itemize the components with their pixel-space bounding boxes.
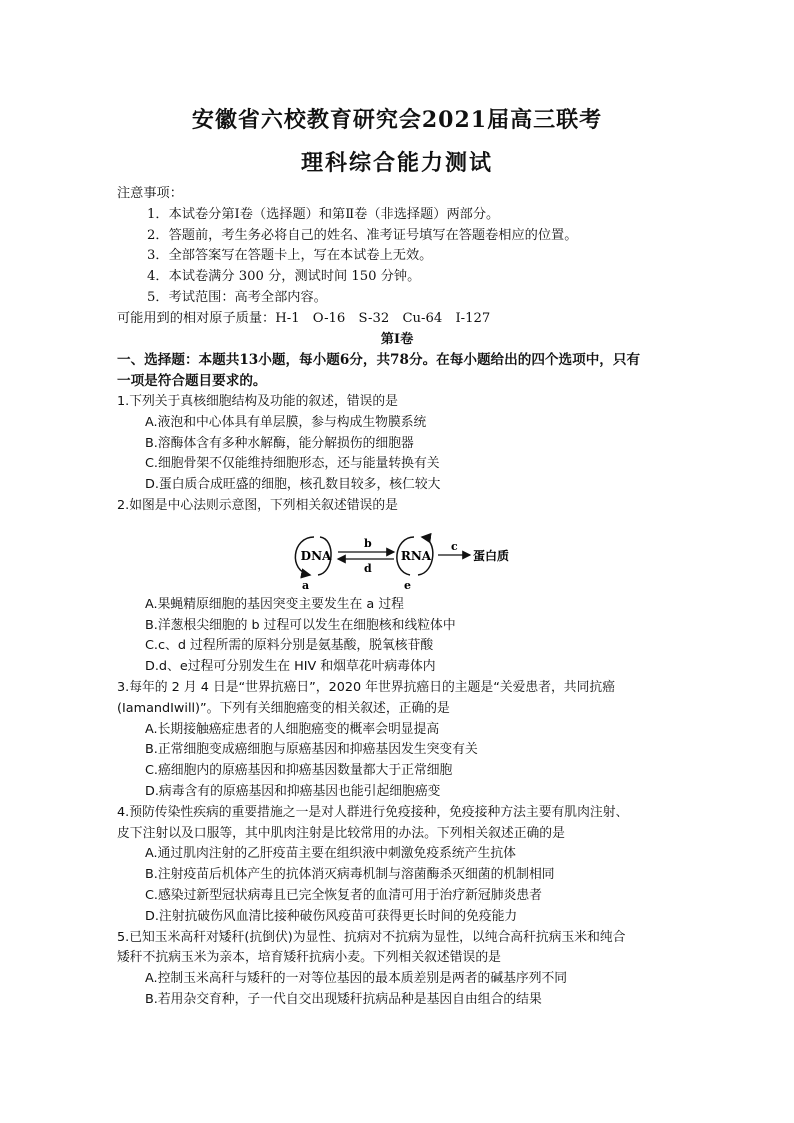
option-a: A.长期接触癌症患者的人细胞癌变的概率会明显提高 [145, 721, 440, 737]
option-d: D.病毒含有的原癌基因和抑癌基因也能引起细胞癌变 [145, 783, 441, 799]
label-protein: 蛋白质 [473, 548, 510, 563]
question-stem-line-2: 皮下注射以及口服等，其中肌肉注射是比较常用的办法。下列相关叙述正确的是 [117, 825, 565, 841]
option-c: C.癌细胞内的原癌基因和抑癌基因数量都大于正常细胞 [145, 763, 453, 779]
notice-item-3: 3．全部答案写在答题卡上，写在本试卷上无效。 [147, 248, 433, 264]
option-b: B.溶酶体含有多种水解酶，能分解损伤的细胞器 [145, 435, 414, 451]
option-c: C.细胞骨架不仅能维持细胞形态，还与能量转换有关 [145, 456, 440, 472]
question-3 [117, 678, 677, 803]
section-instruction-1: 一、选择题：本题共13小题，每小题6分，共78分。在每小题给出的四个选项中，只有 [117, 352, 641, 369]
option-b: B.洋葱根尖细胞的 b 过程可以发生在细胞核和线粒体中 [145, 617, 456, 633]
option-d: D.蛋白质合成旺盛的细胞，核孔数目较多，核仁较大 [145, 477, 441, 493]
notice-item-4: 4．本试卷满分 300 分，测试时间 150 分钟。 [147, 269, 421, 285]
option-d: D.d、e过程可分别发生在 HIV 和烟草花叶病毒体内 [145, 659, 436, 675]
question-stem-line-2: (IamandIwill)”。下列有关细胞癌变的相关叙述，正确的是 [117, 700, 450, 716]
question-stem-line-2: 矮秆不抗病玉米为亲本，培育矮秆抗病小麦。下列相关叙述错误的是 [117, 950, 501, 966]
notice-heading: 注意事项： [117, 186, 183, 201]
question-4 [117, 803, 677, 928]
label-a: a [302, 578, 310, 592]
exam-title: 安徽省六校教育研究会2021届高三联考 [191, 107, 603, 133]
question-5 [117, 928, 677, 1011]
question-stem: 2.如图是中心法则示意图，下列相关叙述错误的是 [117, 497, 398, 513]
option-b: B.若用杂交育种，子一代自交出现矮秆抗病品种是基因自由组合的结果 [145, 991, 542, 1007]
atomic-mass-line: 可能用到的相对原子质量：H-1 O-16 S-32 Cu-64 I-127 [117, 310, 491, 326]
option-a: A.通过肌肉注射的乙肝疫苗主要在组织液中刺激免疫系统产生抗体 [145, 846, 516, 862]
label-c: c [451, 539, 458, 553]
section-instruction-2: 一项是符合题目要求的。 [117, 373, 267, 390]
notice-item-1: 1．本试卷分第Ⅰ卷（选择题）和第Ⅱ卷（非选择题）两部分。 [147, 206, 500, 222]
exam-subtitle: 理科综合能力测试 [300, 150, 493, 176]
label-b: b [364, 536, 372, 550]
option-b: B.注射疫苗后机体产生的抗体消灭病毒机制与溶菌酶杀灭细菌的机制相同 [145, 867, 555, 883]
question-stem-line-1: 4.预防传染性疾病的重要措施之一是对人群进行免疫接种，免疫接种方法主要有肌肉注射、 [117, 804, 629, 820]
option-c: C.感染过新型冠状病毒且已完全恢复者的血清可用于治疗新冠肺炎患者 [145, 887, 542, 903]
question-2 [117, 496, 677, 678]
option-a: A.控制玉米高秆与矮秆的一对等位基因的最本质差别是两者的碱基序列不同 [145, 971, 568, 987]
exam-body [117, 184, 677, 1011]
label-d: d [364, 561, 372, 575]
label-dna: DNA [300, 548, 332, 563]
option-b: B.正常细胞变成癌细胞与原癌基因和抑癌基因发生突变有关 [145, 742, 478, 758]
question-1 [117, 392, 677, 496]
option-d: D.注射抗破伤风血清比接种破伤风疫苗可获得更长时间的免疫能力 [145, 908, 518, 924]
option-c: C.c、d 过程所需的原料分别是氨基酸，脱氧核苷酸 [145, 638, 434, 654]
central-dogma-diagram [117, 517, 677, 595]
label-rna: RNA [400, 548, 432, 563]
section-label: 第Ⅰ卷 [380, 331, 414, 347]
question-stem-line-1: 3.每年的 2 月 4 日是“世界抗癌日”，2020 年世界抗癌日的主题是“关爱患者，共同抗癌 [117, 679, 615, 695]
question-stem: 1.下列关于真核细胞结构及功能的叙述，错误的是 [117, 393, 398, 409]
label-e: e [404, 578, 411, 592]
notice-item-5: 5．考试范围：高考全部内容。 [147, 289, 327, 305]
option-a: A.果蝇精原细胞的基因突变主要发生在 a 过程 [145, 596, 404, 612]
question-stem-line-1: 5.已知玉米高秆对矮秆(抗倒伏)为显性、抗病对不抗病为显性，以纯合高秆抗病玉米和纯合 [117, 929, 626, 945]
option-a: A.液泡和中心体具有单层膜，参与构成生物膜系统 [145, 414, 427, 430]
notice-item-2: 2．答题前，考生务必将自己的姓名、准考证号填写在答题卷相应的位置。 [147, 227, 578, 243]
